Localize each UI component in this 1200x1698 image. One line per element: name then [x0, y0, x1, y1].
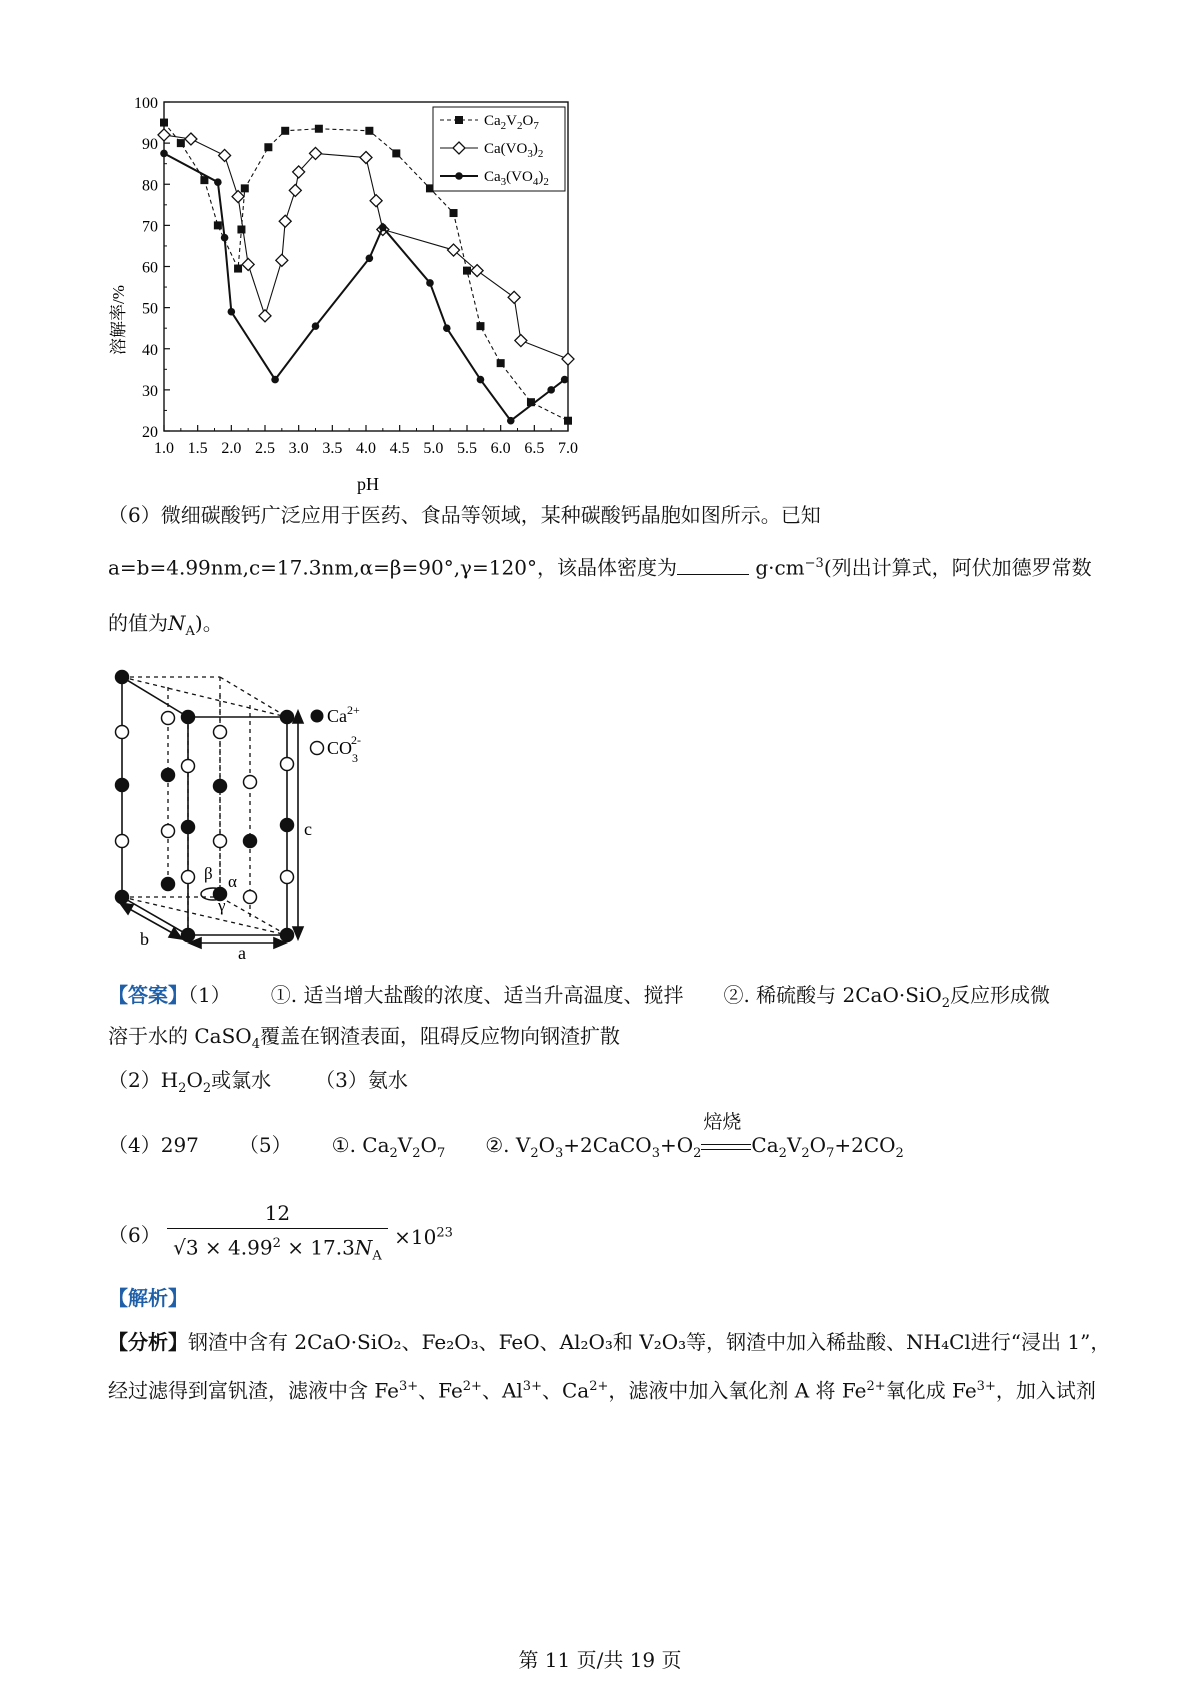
x-axis-label: pH [357, 474, 379, 494]
data-point-0 [281, 127, 289, 135]
ca-ion [116, 779, 129, 792]
answer-q4-q5: （4）297 （5） ①. $Ca_2V_2O_7$ ②. $V_2O_3+2CaCO_3+O_2$ 焙烧 $Ca_2V_2O_7+2CO_2$ [108, 1130, 904, 1169]
x-tick-label: 5.0 [423, 440, 444, 457]
legend-label-2: $Ca_3(VO_4)_2$ [484, 169, 549, 188]
legend-marker-0 [455, 116, 463, 124]
data-point-0 [264, 143, 272, 151]
co3-ion [182, 760, 195, 773]
legend-label-0: $Ca_2V_2O_7$ [484, 113, 539, 132]
data-point-0 [177, 139, 185, 147]
x-tick-label: 1.0 [154, 440, 174, 457]
dissolution-chart [100, 95, 640, 515]
x-tick-label: 6.0 [490, 440, 511, 457]
x-tick-label: 4.5 [389, 440, 410, 457]
data-point-0 [497, 359, 505, 367]
y-tick-label: 50 [142, 300, 158, 318]
answer-q1-line2: 溶于水的 CaSO$_4$覆盖在钢渣表面，阻碍反应物向钢渣扩散 [108, 1024, 620, 1052]
data-point-0 [365, 127, 373, 135]
answer-q2-q3: $(2)H_2O_2$或氯水 （3）氨水 [108, 1068, 408, 1096]
y-tick-label: 40 [142, 341, 158, 359]
ca-ion [214, 780, 227, 793]
ca-ion [162, 878, 175, 891]
label-b: b [140, 929, 149, 949]
q6-line1: （6）微细碳酸钙广泛应用于医药、食品等领域，某种碳酸钙晶胞如图所示。已知 [108, 503, 821, 527]
data-point-1 [515, 335, 527, 347]
data-point-1 [562, 353, 574, 365]
ca-ion [281, 929, 294, 942]
answer-q1: 【答案】（1） ①. 适当增大盐酸的浓度、适当升高温度、搅拌 ②. 稀硫酸与 2CaO·SiO$_2$反应形成微 [108, 983, 1051, 1011]
data-point-2 [477, 376, 485, 384]
analysis-tag: 【解析】 [108, 1286, 188, 1310]
label-beta: β [204, 864, 213, 883]
x-tick-label: 2.0 [221, 440, 242, 457]
co3-ion [244, 891, 257, 904]
data-point-2 [379, 224, 387, 232]
ca-ion [281, 711, 294, 724]
ca-ion [281, 819, 294, 832]
data-point-2 [547, 386, 555, 394]
data-point-2 [221, 234, 229, 242]
y-tick-label: 80 [142, 177, 158, 195]
data-point-0 [234, 265, 242, 273]
ca-ion [182, 821, 195, 834]
data-point-1 [370, 195, 382, 207]
ca-ion [116, 891, 129, 904]
data-point-2 [443, 324, 451, 332]
data-point-1 [259, 310, 271, 322]
data-point-0 [463, 267, 471, 275]
x-tick-label: 2.5 [255, 440, 275, 457]
x-tick-label: 3.0 [288, 440, 309, 457]
ca-ion [162, 769, 175, 782]
x-tick-label: 3.5 [322, 440, 343, 457]
x-tick-label: 1.5 [187, 440, 208, 457]
legend-marker-2 [455, 172, 463, 180]
answer-tag: 【答案】 [108, 983, 188, 1007]
roast-condition: 焙烧 [703, 1110, 742, 1133]
data-point-1 [279, 215, 291, 227]
data-point-0 [160, 119, 168, 127]
data-point-1 [158, 129, 170, 141]
x-tick-label: 4.0 [356, 440, 376, 457]
data-point-0 [315, 125, 323, 133]
legend-label-1: $Ca(VO_3)_2$ [484, 141, 544, 160]
co3-ion [281, 758, 294, 771]
legend-ca: $Ca^{2+}$ [327, 703, 360, 726]
q6-line2: a=b=4.99nm,c=17.3nm,α=β=90°,γ=120°，该晶体密度为 $g\cdot cm^{-3}$(列出计算式，阿伏加德罗常数 [108, 555, 1092, 580]
y-axis-label: 溶解率/% [109, 285, 128, 355]
legend-co3: $CO_32-$ [327, 733, 362, 765]
data-point-0 [214, 221, 222, 229]
data-point-1 [242, 258, 254, 270]
x-tick-label: 5.5 [457, 440, 477, 457]
label-c: c [304, 819, 312, 839]
y-tick-label: 100 [134, 95, 158, 112]
ca-ion [182, 929, 195, 942]
co3-ion [116, 726, 129, 739]
x-tick-label: 7.0 [558, 440, 578, 457]
label-alpha: α [228, 872, 237, 891]
data-point-1 [289, 184, 301, 196]
co3-ion [214, 835, 227, 848]
answer-blank [677, 556, 749, 575]
label-gamma: γ [218, 896, 226, 915]
data-point-2 [160, 150, 168, 158]
ca-ion [244, 835, 257, 848]
data-point-2 [228, 308, 236, 316]
data-point-2 [507, 417, 515, 425]
co3-ion [182, 871, 195, 884]
y-tick-label: 30 [142, 382, 158, 400]
data-point-1 [276, 254, 288, 266]
co3-ion [162, 712, 175, 725]
analysis-line1: 【分析】钢渣中含有 2CaO·SiO₂、Fe₂O₃、FeO、Al₂O₃和 V₂O₃等，钢渣中加入稀盐酸、NH₄Cl进行“浸出 1”， [108, 1330, 1111, 1354]
data-point-1 [508, 291, 520, 303]
co3-ion [214, 726, 227, 739]
data-point-2 [366, 254, 374, 262]
data-point-2 [271, 376, 279, 384]
data-point-0 [237, 225, 245, 233]
data-point-0 [241, 184, 249, 192]
co3-ion [281, 871, 294, 884]
ca-ion [116, 671, 129, 684]
y-tick-label: 90 [142, 136, 158, 154]
y-tick-label: 20 [142, 424, 158, 441]
data-point-0 [564, 417, 572, 425]
co3-ion [162, 825, 175, 838]
data-point-2 [561, 376, 569, 384]
series-line-2 [164, 153, 565, 420]
x-tick-label: 6.5 [524, 440, 545, 457]
data-point-1 [219, 149, 231, 161]
q6-line3: 的值为$N_A$)。 [108, 611, 223, 639]
data-point-2 [426, 279, 434, 287]
analysis-tag-line [108, 1283, 188, 1313]
data-point-1 [185, 133, 197, 145]
page-footer: 第 11 页/共 19 页 [518, 1648, 682, 1672]
data-point-2 [312, 322, 320, 330]
ca-ion [182, 711, 195, 724]
answer-q6: （6） $\frac{12}{√3 \times 4.99^2 \times 17.3N_A}$ $\times 10^{23}$ [108, 1200, 453, 1270]
label-a: a [238, 943, 246, 963]
data-point-1 [360, 152, 372, 164]
data-point-0 [450, 209, 458, 217]
crystal-cell-diagram [100, 665, 400, 965]
co3-ion [116, 835, 129, 848]
data-point-0 [392, 149, 400, 157]
data-point-1 [232, 191, 244, 203]
density-fraction: $\frac{12}{√3 \times 4.99^2 \times 17.3N_A}$ [167, 1200, 388, 1270]
data-point-0 [476, 322, 484, 330]
analysis-line2: 经过滤得到富钒渣，滤液中含 $Fe^{3+}$、$Fe^{2+}$、$Al^{3+}$、$Ca^{2+}$，滤液中加入氧化剂 A 将 $Fe^{2+}$氧化成 $Fe^{3+}$，加入试剂 [108, 1378, 1096, 1403]
y-tick-label: 70 [142, 218, 158, 236]
data-point-2 [214, 178, 222, 186]
co3-ion [244, 776, 257, 789]
y-tick-label: 60 [142, 259, 158, 277]
